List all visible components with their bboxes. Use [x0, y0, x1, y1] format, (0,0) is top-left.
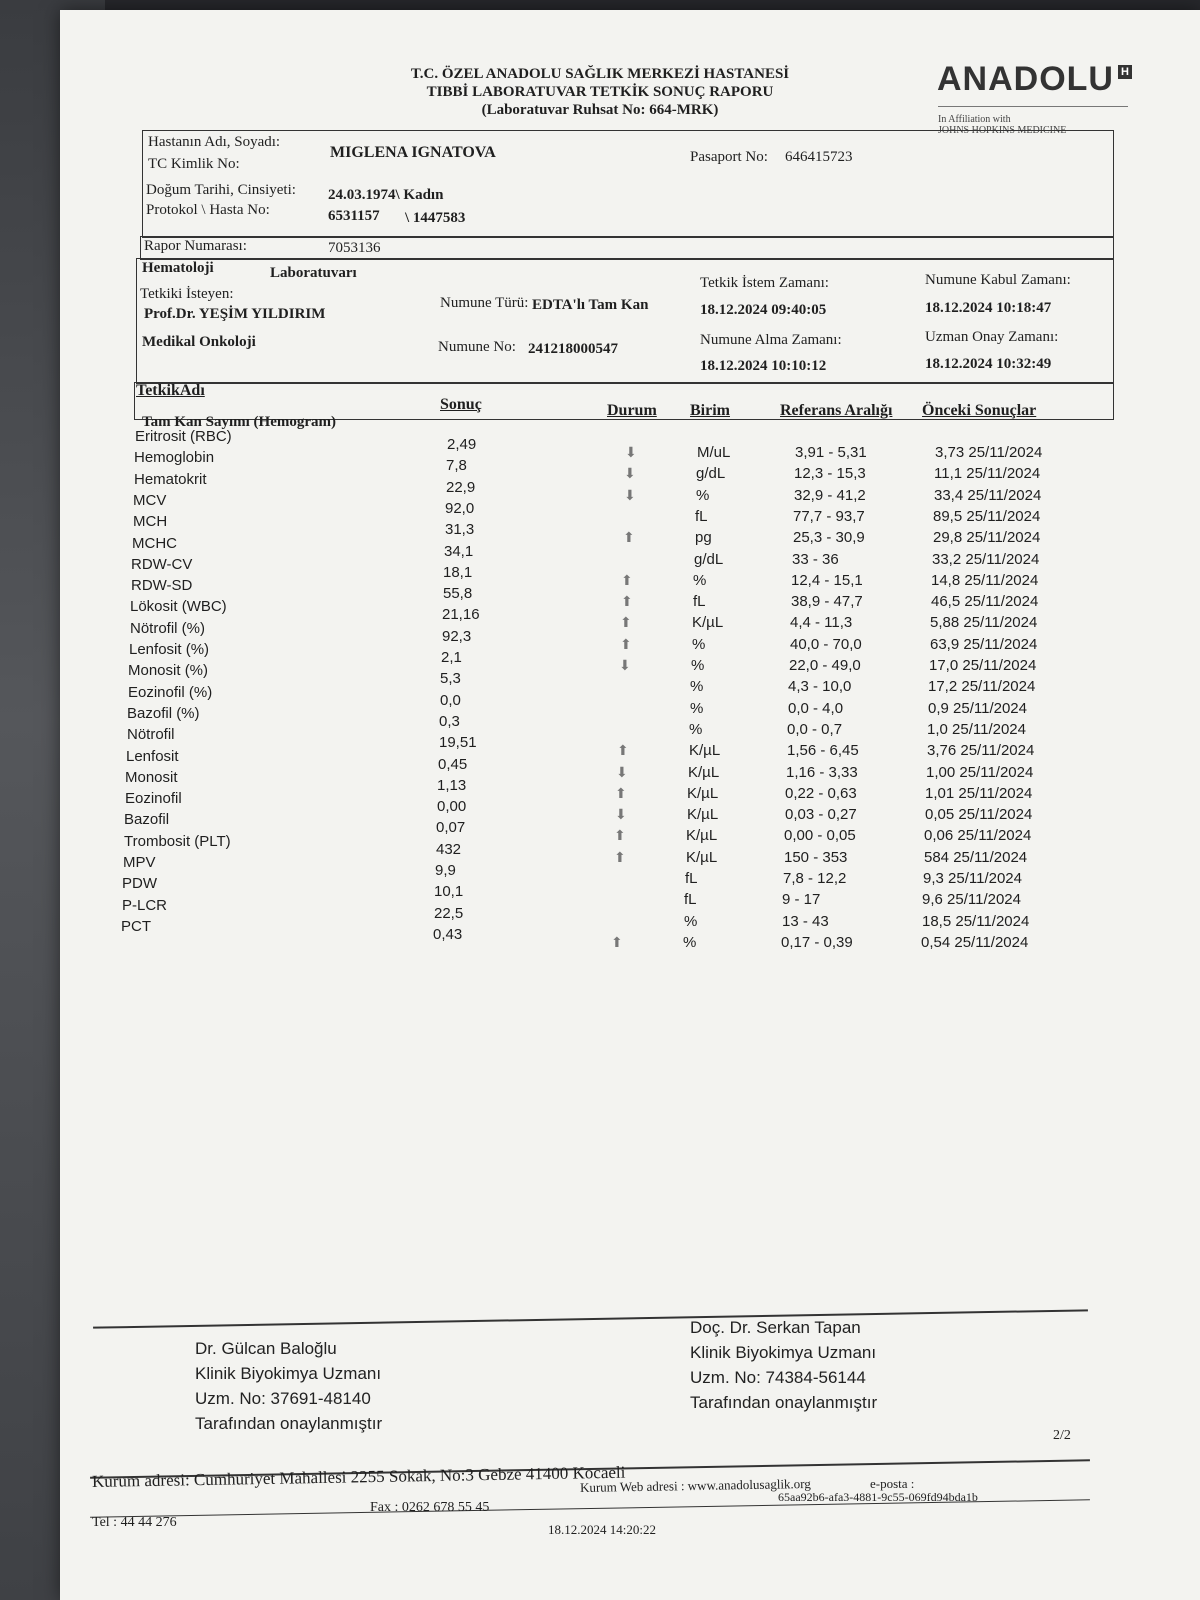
col-status: Durum [607, 402, 657, 419]
previous-result: 17,0 25/11/2024 [929, 657, 1037, 674]
test-unit: g/dL [694, 550, 724, 568]
sample-no-label: Numune No: [438, 339, 516, 355]
test-unit: K/µL [686, 827, 718, 845]
test-unit: % [690, 678, 704, 696]
previous-result: 46,5 25/11/2024 [931, 593, 1039, 611]
test-name: Bazofil (%) [127, 704, 200, 722]
test-unit: fL [695, 507, 708, 525]
test-unit: % [690, 699, 704, 717]
reference-range: 0,0 - 0,7 [787, 720, 843, 738]
sample-type: EDTA'lı Tam Kan [532, 297, 649, 313]
test-result: 55,8 [443, 585, 473, 603]
collect-time: 18.12.2024 10:10:12 [700, 358, 827, 374]
previous-result: 33,4 25/11/2024 [934, 486, 1042, 504]
test-name: MCHC [132, 534, 177, 552]
previous-result: 33,2 25/11/2024 [932, 550, 1040, 568]
status-arrow-icon: ⬇ [625, 444, 637, 460]
test-result: 1,13 [437, 776, 467, 794]
logo-h-icon: H [1118, 65, 1132, 79]
reference-range: 40,0 - 70,0 [790, 635, 862, 653]
signer-right-name: Doç. Dr. Serkan Tapan [690, 1318, 861, 1337]
dept-label-2: Laboratuvarı [270, 265, 357, 281]
signer-right-note: Tarafından onaylanmıştır [690, 1393, 878, 1412]
col-result: Sonuç [440, 396, 482, 413]
signer-left-name: Dr. Gülcan Baloğlu [195, 1339, 337, 1358]
reference-range: 77,7 - 93,7 [793, 507, 865, 525]
reference-range: 7,8 - 12,2 [783, 870, 847, 887]
test-result: 2,49 [447, 436, 477, 453]
requester-name: Prof.Dr. YEŞİM YILDIRIM [144, 306, 326, 322]
reference-range: 12,4 - 15,1 [791, 571, 863, 589]
test-result: 0,07 [436, 819, 466, 837]
test-unit: % [683, 933, 697, 951]
sample-type-label: Numune Türü: [440, 295, 529, 311]
accept-time: 18.12.2024 10:18:47 [925, 300, 1052, 316]
test-unit: fL [693, 593, 706, 611]
footer-address: Kurum adresi: Cumhuriyet Mahallesi 2255 Sokak, No:3 Gebze 41400 Kocaeli [91, 1462, 626, 1491]
test-name: Nötrofil [127, 726, 175, 744]
test-unit: K/µL [687, 784, 719, 802]
test-result: 7,8 [446, 457, 467, 475]
reference-range: 1,16 - 3,33 [786, 763, 858, 781]
test-name: Nötrofil (%) [130, 619, 206, 637]
col-unit: Birim [690, 402, 730, 419]
reference-range: 9 - 17 [782, 891, 821, 909]
test-name: PCT [121, 917, 151, 935]
test-result: 0,43 [433, 925, 463, 943]
reference-range: 3,91 - 5,31 [795, 444, 867, 461]
footer-fax: Fax : 0262 678 55 45 [370, 1500, 490, 1515]
test-result: 31,3 [445, 521, 475, 539]
reference-range: 4,4 - 11,3 [790, 614, 853, 632]
test-name: Lenfosit [126, 747, 179, 765]
page-number: 2/2 [1053, 1428, 1071, 1443]
test-unit: % [692, 635, 706, 653]
test-name: PDW [122, 875, 157, 893]
request-time-label: Tetkik İstem Zamanı: [700, 275, 829, 291]
reference-range: 25,3 - 30,9 [793, 529, 865, 547]
test-result: 0,3 [439, 712, 460, 730]
reference-range: 12,3 - 15,3 [794, 465, 866, 483]
footer-web: Kurum Web adresi : www.anadolusaglik.org [579, 1475, 811, 1495]
approve-time: 18.12.2024 10:32:49 [925, 356, 1052, 372]
tc-label: TC Kimlik No: [148, 156, 240, 172]
previous-result: 3,73 25/11/2024 [935, 444, 1043, 461]
status-arrow-icon: ⬆ [617, 742, 629, 759]
previous-result: 9,6 25/11/2024 [922, 891, 1021, 909]
test-unit: pg [695, 529, 712, 547]
signer-right-reg: Uzm. No: 74384-56144 [690, 1368, 866, 1387]
test-unit: fL [685, 870, 698, 887]
test-result: 0,45 [438, 755, 468, 773]
hospital-name: T.C. ÖZEL ANADOLU SAĞLIK MERKEZİ HASTANESİ [410, 66, 790, 82]
reference-range: 1,56 - 6,45 [787, 742, 859, 760]
test-unit: % [696, 486, 710, 504]
reference-range: 32,9 - 41,2 [794, 486, 866, 504]
test-result: 18,1 [443, 563, 473, 581]
test-name: Eozinofil [125, 790, 182, 808]
status-arrow-icon: ⬆ [621, 593, 633, 610]
reference-range: 0,03 - 0,27 [785, 806, 857, 824]
status-arrow-icon: ⬇ [624, 465, 636, 482]
report-number-label: Rapor Numarası: [144, 238, 247, 254]
hospital-header [370, 65, 830, 119]
test-result: 0,0 [440, 691, 461, 709]
signer-left-reg: Uzm. No: 37691-48140 [195, 1389, 371, 1408]
reference-range: 0,0 - 4,0 [788, 699, 844, 717]
table-row [121, 917, 1121, 951]
protocol-label: Protokol \ Hasta No: [146, 202, 270, 218]
footer-hash: 65aa92b6-afa3-4881-9c55-069fd94bda1b [778, 1490, 978, 1504]
previous-result: 0,54 25/11/2024 [921, 933, 1029, 951]
test-unit: g/dL [696, 465, 726, 483]
footer-tel: Tel : 44 44 276 [92, 1515, 177, 1530]
previous-result: 1,00 25/11/2024 [926, 763, 1034, 781]
test-name: RDW-CV [131, 555, 193, 573]
reference-range: 0,22 - 0,63 [785, 784, 857, 802]
test-name: Lenfosit (%) [129, 641, 210, 658]
test-unit: K/µL [687, 806, 719, 824]
test-name: RDW-SD [131, 577, 193, 595]
status-arrow-icon: ⬇ [619, 657, 631, 673]
test-name: Lökosit (WBC) [130, 598, 227, 616]
previous-result: 5,88 25/11/2024 [930, 614, 1038, 632]
report-number-box [140, 236, 1114, 260]
previous-result: 18,5 25/11/2024 [922, 912, 1030, 930]
logo-affiliation: In Affiliation with [938, 114, 1011, 125]
patient-name-label: Hastanın Adı, Soyadı: [148, 134, 281, 150]
test-unit: K/µL [686, 848, 718, 866]
reference-range: 33 - 36 [792, 550, 839, 568]
test-unit: M/uL [697, 444, 731, 461]
status-arrow-icon: ⬆ [615, 784, 627, 801]
reference-range: 38,9 - 47,7 [791, 593, 863, 611]
status-arrow-icon: ⬆ [614, 848, 626, 865]
previous-result: 9,3 25/11/2024 [923, 870, 1022, 887]
test-result: 92,3 [442, 627, 472, 645]
protocol-no: 6531157 [328, 208, 380, 224]
test-name: Hemoglobin [134, 449, 215, 467]
reference-range: 150 - 353 [784, 848, 848, 866]
col-previous: Önceki Sonuçlar [922, 402, 1037, 419]
request-time: 18.12.2024 09:40:05 [700, 302, 827, 318]
test-name: MPV [123, 854, 156, 871]
previous-result: 584 25/11/2024 [924, 848, 1028, 866]
previous-result: 29,8 25/11/2024 [933, 529, 1041, 547]
report-type: TIBBİ LABORATUVAR TETKİK SONUÇ RAPORU [426, 84, 774, 100]
status-arrow-icon: ⬆ [620, 635, 632, 652]
previous-result: 63,9 25/11/2024 [930, 635, 1038, 653]
approve-time-label: Uzman Onay Zamanı: [925, 329, 1059, 345]
test-result: 0,00 [437, 798, 467, 816]
signature-right [690, 1315, 877, 1415]
status-arrow-icon: ⬆ [611, 933, 623, 950]
previous-result: 11,1 25/11/2024 [934, 465, 1041, 483]
test-unit: K/µL [689, 742, 721, 760]
reference-range: 13 - 43 [782, 912, 829, 930]
previous-result: 89,5 25/11/2024 [933, 507, 1041, 525]
accept-time-label: Numune Kabul Zamanı: [925, 272, 1071, 288]
signature-left [195, 1336, 382, 1436]
status-arrow-icon: ⬇ [615, 806, 627, 823]
test-result: 19,51 [439, 734, 477, 752]
test-result: 22,5 [434, 904, 464, 922]
test-result: 5,3 [440, 670, 461, 688]
signature-rule [93, 1309, 1088, 1328]
dob-label: Doğum Tarihi, Cinsiyeti: [146, 182, 296, 198]
previous-result: 0,05 25/11/2024 [925, 806, 1033, 824]
test-name: Monosit [125, 768, 178, 786]
patient-no: \ 1447583 [405, 210, 466, 226]
signer-left-title: Klinik Biyokimya Uzmanı [195, 1364, 382, 1383]
test-name: MCV [133, 491, 167, 509]
status-arrow-icon: ⬇ [616, 763, 628, 780]
status-arrow-icon: ⬇ [624, 486, 636, 503]
footer-email-label: e-posta : [870, 1476, 915, 1491]
passport-no: 646415723 [785, 149, 853, 165]
test-name: Bazofil [124, 811, 170, 829]
test-name: Eozinofil (%) [128, 683, 213, 701]
col-test-name: TetkikAdı [136, 382, 205, 399]
collect-time-label: Numune Alma Zamanı: [700, 332, 842, 348]
patient-name: MIGLENA IGNATOVA [330, 144, 496, 161]
test-name: Hematokrit [134, 470, 207, 488]
signer-left-note: Tarafından onaylanmıştır [195, 1414, 383, 1433]
license-no: (Laboratuvar Ruhsat No: 664-MRK) [481, 102, 719, 118]
requester-label: Tetkiki İsteyen: [140, 286, 234, 302]
reference-range: 4,3 - 10,0 [788, 678, 852, 696]
signer-right-title: Klinik Biyokimya Uzmanı [690, 1343, 877, 1362]
test-result: 9,9 [435, 862, 456, 879]
reference-range: 0,00 - 0,05 [784, 827, 856, 845]
reference-range: 0,17 - 0,39 [781, 933, 853, 951]
report-number: 7053136 [328, 240, 381, 256]
footer-print-time: 18.12.2024 14:20:22 [548, 1522, 656, 1537]
logo-rule [938, 106, 1128, 107]
status-arrow-icon: ⬆ [620, 614, 632, 631]
previous-result: 17,2 25/11/2024 [928, 678, 1036, 696]
test-result: 22,9 [446, 478, 476, 496]
anadolu-logo: ANADOLU [937, 60, 1114, 98]
previous-result: 0,9 25/11/2024 [928, 699, 1027, 717]
test-unit: % [684, 912, 698, 930]
logo-johns-hopkins: JOHNS HOPKINS MEDICINE [938, 125, 1067, 136]
test-result: 92,0 [445, 499, 475, 517]
previous-result: 0,06 25/11/2024 [924, 827, 1032, 845]
test-name: Trombosit (PLT) [124, 832, 231, 850]
test-result: 10,1 [434, 883, 464, 901]
status-arrow-icon: ⬆ [614, 827, 626, 844]
test-result: 34,1 [444, 542, 474, 560]
test-name: Eritrosit (RBC) [135, 428, 232, 445]
department-name: Medikal Onkoloji [142, 334, 256, 350]
test-unit: K/µL [688, 763, 720, 781]
reference-range: 22,0 - 49,0 [789, 657, 861, 674]
test-name: MCH [133, 513, 168, 531]
passport-label: Pasaport No: [690, 149, 768, 165]
test-unit: % [689, 720, 703, 738]
test-name: P-LCR [122, 896, 168, 914]
status-arrow-icon: ⬆ [621, 571, 633, 588]
test-result: 21,16 [442, 606, 480, 624]
dob-gender: 24.03.1974\ Kadın [328, 187, 444, 203]
test-unit: % [691, 657, 705, 674]
test-unit: K/µL [692, 614, 724, 632]
test-unit: fL [684, 891, 697, 909]
test-result: 2,1 [441, 649, 462, 666]
previous-result: 1,01 25/11/2024 [925, 784, 1033, 802]
previous-result: 1,0 25/11/2024 [927, 720, 1026, 738]
previous-result: 3,76 25/11/2024 [927, 742, 1035, 760]
lab-report-paper [60, 10, 1200, 1600]
sample-no: 241218000547 [528, 341, 618, 357]
test-name: Monosit (%) [128, 662, 209, 680]
status-arrow-icon: ⬆ [623, 529, 635, 546]
previous-result: 14,8 25/11/2024 [931, 571, 1039, 589]
test-unit: % [693, 571, 707, 589]
col-reference: Referans Aralığı [780, 402, 893, 419]
test-result: 432 [436, 840, 462, 858]
group-title: Tam Kan Sayımı (Hemogram) [142, 414, 337, 430]
dept-label: Hematoloji [142, 260, 214, 276]
